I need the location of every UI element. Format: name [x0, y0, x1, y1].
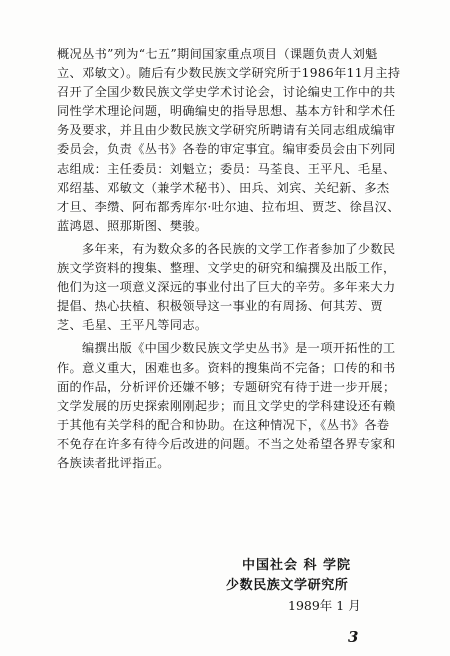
text-line: 各族读者批评指正。	[57, 455, 170, 470]
text-line: 才旦、李缵、阿布都秀库尔·吐尔迪、拉布坦、贾芝、徐昌汉、	[57, 199, 400, 214]
text-line: 蓝鸿恩、照那斯图、樊骏。	[57, 218, 208, 233]
text-line: 于其他有关学科的配合和协助。在这种情况下，《丛书》各卷	[57, 417, 390, 432]
text-line: 文学发展的历史探索刚刚起步；而且文学史的学科建设还有赖	[57, 398, 396, 413]
paragraph-1	[57, 45, 401, 236]
signature-institute: 少数民族文学研究所	[226, 578, 349, 593]
body-text	[57, 45, 401, 473]
text-line: 提倡、热心扶植、积极领导这一事业的有周扬、何其芳、贾	[57, 299, 383, 314]
text-line: 召开了全国少数民族文学史学术讨论会，讨论编史工作中的共	[57, 85, 396, 100]
text-line: 作。意义重大，困难也多。资料的搜集尚不完备；口传的和书	[57, 360, 396, 375]
paragraph-3	[57, 339, 397, 473]
text-line: 族文学资料的搜集、整理、文学史的研究和编撰及出版工作，	[57, 261, 396, 276]
text-line: 多年来，有为数众多的各民族的文学工作者参加了少数民	[82, 241, 396, 256]
text-line: 务及要求，并且由少数民族文学研究所聘请有关同志组成编审	[57, 123, 396, 138]
text-line: 面的作品，分析评价还嫌不够；专题研究有待于进一步开展；	[57, 379, 396, 394]
text-line: 他们为这一项意义深远的事业付出了巨大的辛劳。多年来大力	[57, 280, 396, 295]
text-line: 不免存在许多有待今后改进的问题。不当之处希望各界专家和	[57, 436, 396, 451]
text-line: 芝、毛星、王平凡等同志。	[57, 318, 208, 333]
signature-date: 1989年 1 月	[288, 598, 361, 613]
text-line: 立、邓敏文）。随后有少数民族文学研究所于1986年11月主持	[57, 66, 401, 81]
page-number: 3	[348, 628, 359, 646]
text-line: 同性学术理论问题，明确编史的指导思想、基本方针和学术任	[57, 104, 396, 119]
text-line: 邓绍基、邓敏文（兼学术秘书）、田兵、刘宾、关纪新、多杰	[57, 180, 390, 195]
text-line: 编撰出版《中国少数民族文学史丛书》是一项开拓性的工	[82, 341, 396, 356]
signature-organization: 中国社会 科 学院	[242, 558, 352, 573]
text-line: 委员会，负责《丛书》各卷的审定事宜。编审委员会由下列同	[57, 142, 396, 157]
text-line: 志组成：主任委员：刘魁立；委员：马荃良、王平凡、毛星、	[57, 161, 396, 176]
paragraph-2	[57, 240, 397, 335]
text-line: 概况丛书”列为“七五”期间国家重点项目（课题负责人刘魁	[57, 47, 378, 61]
signature-block	[222, 556, 422, 616]
